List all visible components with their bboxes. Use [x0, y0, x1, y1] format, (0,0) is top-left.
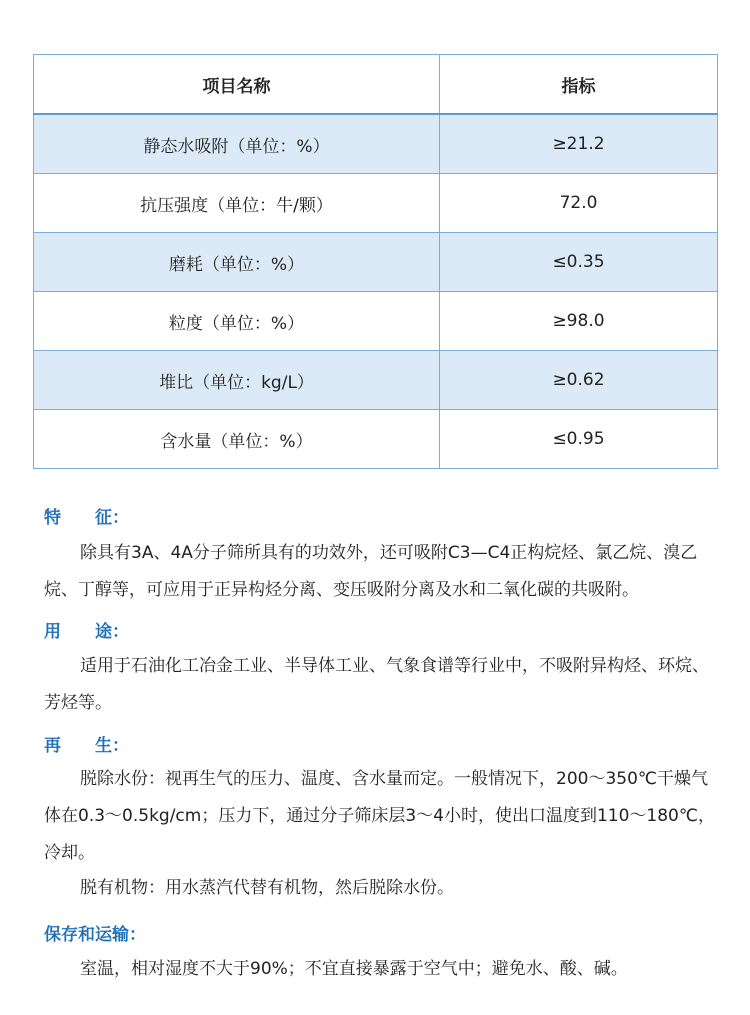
row-name: 静态水吸附（单位：%）	[34, 114, 440, 174]
row-value: ≥21.2	[440, 114, 718, 174]
row-name: 粒度（单位：%）	[34, 292, 440, 351]
header-indicator: 指标	[440, 55, 718, 115]
uses-heading: 用 途：	[44, 622, 129, 642]
row-name: 堆比（单位：kg/L）	[34, 351, 440, 410]
table-row	[34, 351, 718, 410]
table-row	[34, 233, 718, 292]
features-heading: 特 征：	[44, 508, 129, 528]
row-name: 含水量（单位：%）	[34, 410, 440, 469]
row-name: 磨耗（单位：%）	[34, 233, 440, 292]
table-header-row	[34, 55, 718, 115]
regeneration-text-organics: 脱有机物：用水蒸汽代替有机物，然后脱除水份。	[80, 878, 454, 898]
row-value: ≤0.95	[440, 410, 718, 469]
row-value: ≤0.35	[440, 233, 718, 292]
row-name: 抗压强度（单位：牛/颗）	[34, 174, 440, 233]
row-value: ≥98.0	[440, 292, 718, 351]
storage-heading: 保存和运输：	[44, 925, 146, 945]
storage-text: 室温，相对湿度不大于90%；不宜直接暴露于空气中；避免水、酸、碱。	[80, 959, 628, 979]
table-row	[34, 114, 718, 174]
regeneration-text-water: 脱除水份：视再生气的压力、温度、含水量而定。一般情况下，200～350℃干燥气体在0.3～0.5kg/cm；压力下，通过分子筛床层3～4小时，使出口温度到110～180℃，冷却。	[44, 769, 715, 863]
row-value: ≥0.62	[440, 351, 718, 410]
table-row	[34, 292, 718, 351]
table-row	[34, 410, 718, 469]
row-value: 72.0	[440, 174, 718, 233]
spec-table	[33, 54, 718, 469]
table-row	[34, 174, 718, 233]
header-item-name: 项目名称	[34, 55, 440, 115]
uses-text: 适用于石油化工冶金工业、半导体工业、气象食谱等行业中，不吸附异构烃、环烷、芳烃等。	[44, 656, 709, 713]
features-text: 除具有3A、4A分子筛所具有的功效外，还可吸附C3—C4正构烷烃、氯乙烷、溴乙烷、丁醇等，可应用于正异构烃分离、变压吸附分离及水和二氧化碳的共吸附。	[44, 543, 698, 600]
regeneration-heading: 再 生：	[44, 736, 129, 756]
